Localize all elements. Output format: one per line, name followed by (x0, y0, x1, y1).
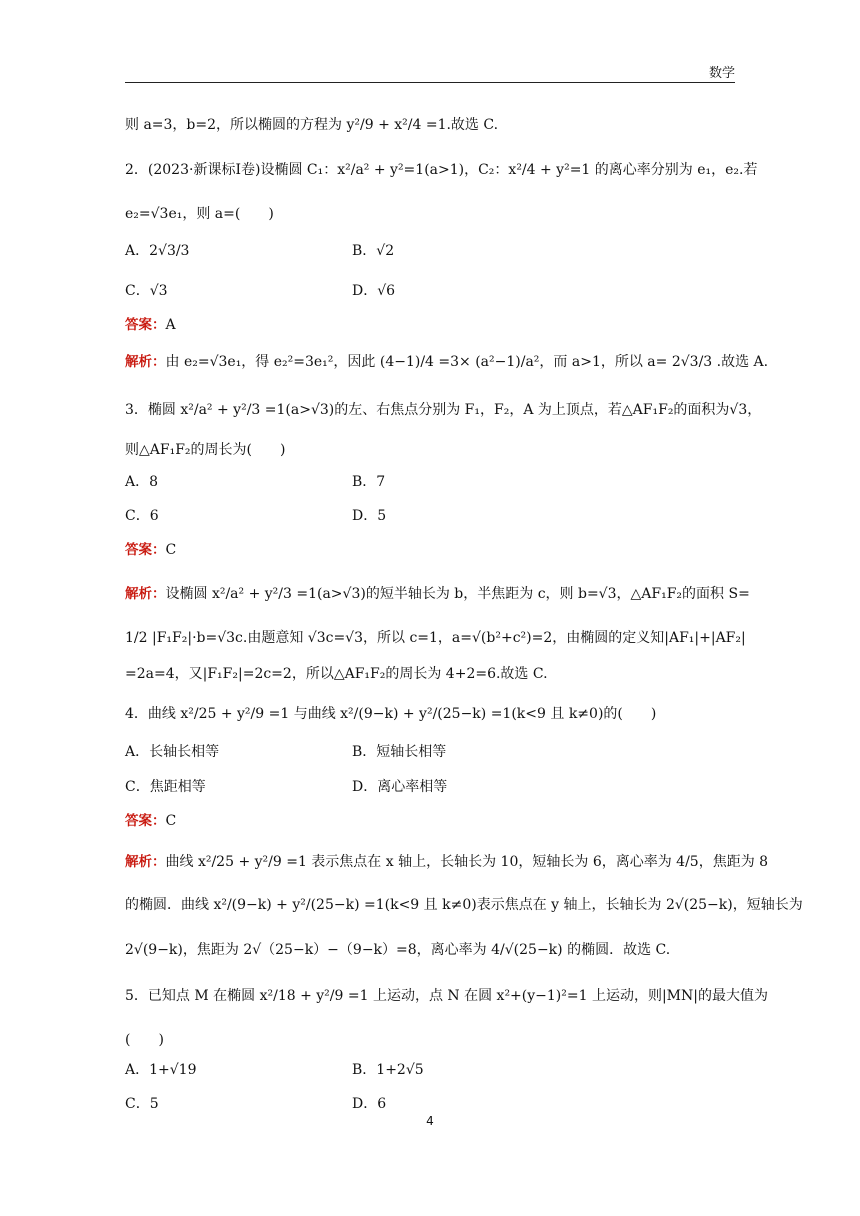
analysis-row (125, 352, 768, 372)
question-3-stem: 3．椭圆 x²/a² + y²/3 =1(a>√3)的左、右焦点分别为 F₁，F₂，A 为上顶点，若△AF₁F₂的面积为√3， (125, 402, 762, 418)
analysis-text-cont: 1/2 |F₁F₂|·b=√3c.由题意知 √3c=√3，所以 c=1，a=√(b²+c²)=2，由椭圆的定义知|AF₁|+|AF₂| (125, 630, 746, 646)
question-5-stem: 5．已知点 M 在椭圆 x²/18 + y²/9 =1 上运动，点 N 在圆 x²+(y−1)²=1 上运动，则|MN|的最大值为 (125, 988, 768, 1004)
question-3-stem-cont: 则△AF₁F₂的周长为( ) (125, 442, 286, 458)
option-a: A．长轴长相等 (125, 744, 220, 760)
header-rule (125, 82, 735, 83)
analysis-row (125, 852, 768, 872)
question-5-stem-cont: ( ) (125, 1032, 164, 1048)
answer-value: C (165, 542, 177, 558)
question-2-stem: 2．(2023·新课标Ⅰ卷)设椭圆 C₁：x²/a² + y²=1(a>1)，C₂：x²/4 + y²=1 的离心率分别为 e₁，e₂.若 (125, 162, 758, 178)
option-c: C．√3 (125, 283, 168, 299)
answer-label: 答案： (125, 317, 166, 333)
analysis-label: 解析： (125, 354, 166, 370)
option-a: A．2√3/3 (125, 243, 190, 259)
option-b: B．1+2√5 (352, 1062, 424, 1078)
question-2-stem-cont: e₂=√3e₁，则 a=( ) (125, 206, 274, 222)
answer-value: C (165, 813, 177, 829)
option-b: B．√2 (352, 243, 395, 259)
answer-value: A (165, 317, 176, 333)
option-a: A．8 (125, 474, 159, 490)
option-a: A．1+√19 (125, 1062, 197, 1078)
analysis-text: 曲线 x²/25 + y²/9 =1 表示焦点在 x 轴上，长轴长为 10，短轴长为 6，离心率为 4/5，焦距为 8 (165, 854, 769, 870)
solution-line: 则 a=3，b=2，所以椭圆的方程为 y²/9 + x²/4 =1.故选 C. (125, 117, 499, 133)
analysis-label: 解析： (125, 854, 166, 870)
header-subject: 数学 (708, 66, 735, 81)
page-number: 4 (426, 1114, 434, 1128)
option-d: D．离心率相等 (352, 779, 448, 795)
answer-row (125, 811, 176, 831)
analysis-text: 设椭圆 x²/a² + y²/3 =1(a>√3)的短半轴长为 b，半焦距为 c，则 b=√3，△AF₁F₂的面积 S= (165, 586, 750, 602)
option-b: B．短轴长相等 (352, 744, 447, 760)
answer-label: 答案： (125, 542, 166, 558)
page-header (125, 60, 735, 80)
option-d: D．5 (352, 508, 387, 524)
option-c: C．6 (125, 508, 159, 524)
analysis-text-cont: =2a=4，又|F₁F₂|=2c=2，所以△AF₁F₂的周长为 4+2=6.故选 C. (125, 666, 548, 682)
option-c: C．5 (125, 1096, 159, 1112)
answer-row (125, 315, 176, 335)
analysis-label: 解析： (125, 586, 166, 602)
option-d: D．√6 (352, 283, 396, 299)
option-b: B．7 (352, 474, 386, 490)
analysis-text-cont: 的椭圆．曲线 x²/(9−k) + y²/(25−k) =1(k<9 且 k≠0)表示焦点在 y 轴上，长轴长为 2√(25−k)，短轴长为 (125, 897, 803, 913)
analysis-text: 由 e₂=√3e₁，得 e₂²=3e₁²，因此 (4−1)/4 =3× (a²−1)/a²，而 a>1，所以 a= 2√3/3 .故选 A. (165, 354, 769, 370)
analysis-row (125, 584, 750, 604)
question-4-stem: 4．曲线 x²/25 + y²/9 =1 与曲线 x²/(9−k) + y²/(25−k) =1(k<9 且 k≠0)的( ) (125, 706, 657, 722)
analysis-text-cont: 2√(9−k)，焦距为 2√（25−k）−（9−k）=8，离心率为 4/√(25−k) 的椭圆．故选 C. (125, 942, 671, 958)
answer-label: 答案： (125, 813, 166, 829)
option-d: D．6 (352, 1096, 387, 1112)
answer-row (125, 540, 176, 560)
option-c: C．焦距相等 (125, 779, 206, 795)
